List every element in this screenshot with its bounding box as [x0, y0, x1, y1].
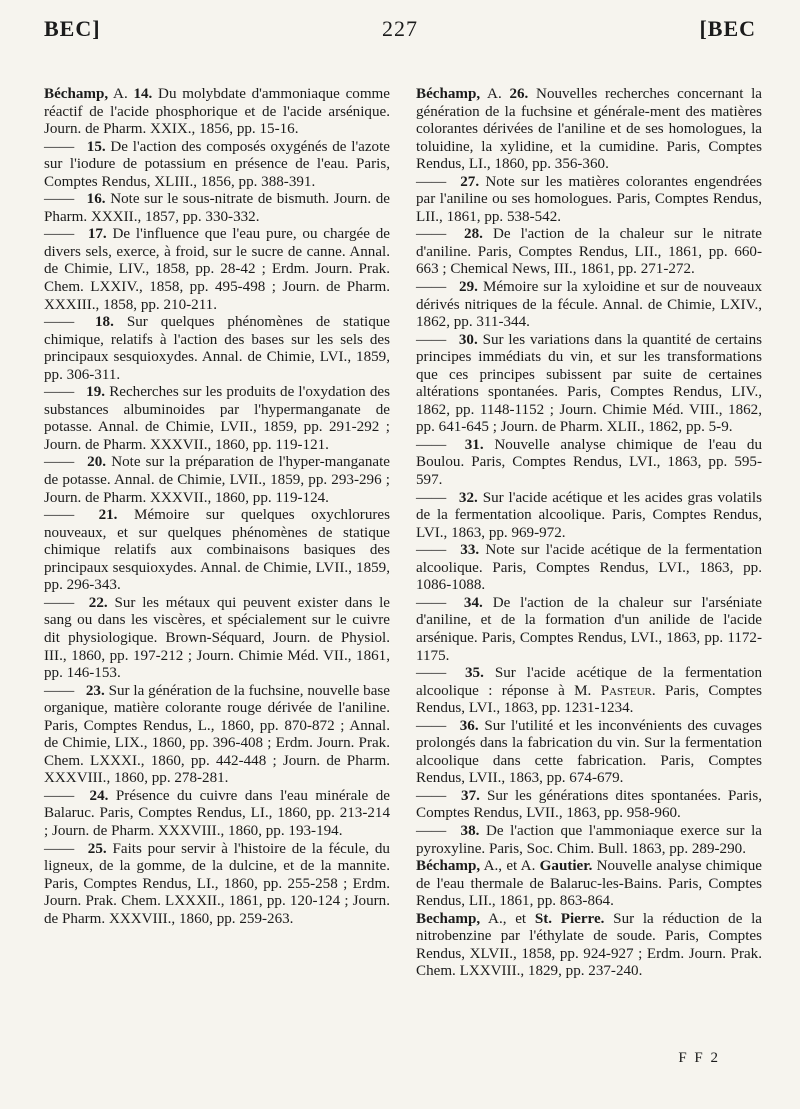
entry-number: 37.	[461, 787, 480, 804]
bibliography-entry	[416, 174, 762, 227]
entry-text: Mémoire sur la xyloidine et sur de nouveaux dérivés nitriques de la fécule. Annal. de Chimie, LXIV., 1862, pp. 311-344.	[416, 279, 762, 331]
entry-number: 30.	[458, 331, 478, 348]
ditto-dash: ——	[44, 594, 75, 611]
entry-text: De l'action que l'ammoniaque exerce sur la pyroxyline. Paris, Soc. Chim. Bull. 1863, pp. 289-290.	[416, 822, 762, 857]
ditto-dash: ——	[44, 226, 75, 243]
page-number: 227	[382, 16, 418, 41]
header-left: BEC]	[44, 16, 101, 41]
bibliography-entry	[44, 683, 390, 788]
bibliography-entry	[44, 595, 390, 683]
entry-number: 21.	[98, 507, 118, 524]
entry-number: 26.	[509, 86, 529, 102]
ditto-dash: ——	[416, 489, 447, 506]
bibliography-entry	[44, 454, 390, 507]
ditto-dash: ——	[44, 840, 75, 857]
entry-text: . Paris, Comptes Rendus, LVI., 1863, pp. 1231-1234.	[416, 682, 762, 717]
entry-text: Note sur l'acide acétique de la fermentation alcoolique. Paris, Comptes Rendus, LVI., 1863, pp. 1086-1088.	[416, 542, 762, 594]
entry-number: 28.	[464, 226, 483, 243]
entry-text: Recherches sur les produits de l'oxydation des substances albuminoides par l'hypermanganate de potasse. Annal. de Chimie, LVII., 1859, pp. 291-292 ; Journ. de Pharm. XXXVII., 1860, pp. 119-121.	[44, 384, 390, 453]
bibliography-entry	[44, 841, 390, 929]
entry-number: 31.	[464, 436, 484, 453]
entry-initial: A., et	[488, 910, 527, 927]
ditto-dash: ——	[44, 507, 75, 524]
ditto-dash: ——	[416, 594, 447, 611]
entry-number: 33.	[460, 542, 480, 559]
entry-number: 34.	[463, 594, 483, 611]
bibliography-entry	[44, 384, 390, 454]
header-right: [BEC	[699, 16, 756, 41]
ditto-dash: ——	[416, 436, 447, 453]
entry-coauthor: Gautier.	[539, 858, 593, 875]
entry-author: Béchamp,	[44, 86, 109, 102]
entry-text: Nouvelle analyse chimique de l'eau thermale de Balaruc-les-Bains. Paris, Comptes Rendus, LII., 1861, pp. 863-864.	[416, 858, 762, 910]
ditto-dash: ——	[416, 226, 447, 243]
entry-text: Mémoire sur quelques oxychlorures nouveaux, et sur quelques phénomènes de statique chimique relatifs aux combinaisons basiques des principaux sesquioxydes. Annal. de Chimie, LVII., 1859, pp. 296-343.	[44, 507, 390, 594]
bibliography-entry	[416, 332, 762, 437]
entry-number: 18.	[94, 314, 114, 331]
right-column	[416, 86, 762, 981]
entry-text: Sur les variations dans la quantité de certains principes immédiats du vin, et sur les transformations que ces principes subissent par suite de certaines altérations spontanées. Paris, Comptes Rendus, LIV., 1862, pp. 1148-1152 ; Journ. Chimie Méd. VIII., 1862, pp. 641-645 ; Journ. de Pharm. XLII., 1862, pp. 5-9.	[416, 331, 763, 436]
ditto-dash: ——	[416, 717, 447, 734]
entry-number: 19.	[86, 384, 106, 401]
bibliography-entry	[416, 595, 762, 665]
ditto-dash: ——	[416, 787, 447, 804]
bibliography-entry	[44, 314, 390, 384]
entry-text: Note sur la préparation de l'hyper-manganate de potasse. Annal. de Chimie, LVII., 1859, pp. 293-296 ; Journ. de Pharm. XXXVII., 1860, pp. 119-124.	[44, 454, 390, 506]
entry-text: Note sur les matières colorantes engendrées par l'aniline ou ses homologues. Paris, Comptes Rendus, LII., 1861, pp. 538-542.	[416, 173, 762, 225]
entry-text: Sur les métaux qui peuvent exister dans le sang ou dans les viscères, et spécialement sur le cuivre dit physiologique. Brown-Séquard, Journ. de Physiol. III., 1860, pp. 197-212 ; Journ. Chimie Méd. VII., 1861, pp. 146-153.	[44, 594, 391, 682]
running-header	[44, 16, 756, 56]
entry-text: Du molybdate d'ammoniaque comme réactif de l'acide phosphorique et de l'acide arsénique. Journ. de Pharm. XXIX., 1856, pp. 15-16.	[44, 86, 390, 138]
bibliography-entry	[416, 718, 762, 788]
entry-text: Présence du cuivre dans l'eau minérale de Balaruc. Paris, Comptes Rendus, LI., 1860, pp. 213-214 ; Journ. de Pharm. XXXVIII., 1860, pp. 193-194.	[44, 787, 390, 839]
entry-text: Note sur le sous-nitrate de bismuth. Journ. de Pharm. XXXII., 1857, pp. 330-332.	[44, 191, 391, 225]
ditto-dash: ——	[44, 314, 75, 331]
entry-text: Faits pour servir à l'histoire de la fécule, du ligneux, de la gomme, de la dulcine, et de la mannite. Paris, Comptes Rendus, LI., 1860, pp. 255-258 ; Erdm. Journ. Prak. Chem. LXXXII., 1861, pp. 120-124 ; Journ. de Pharm. XXXVIII., 1860, pp. 259-263.	[44, 840, 390, 927]
bibliography-entry	[416, 665, 762, 718]
entry-author: Béchamp,	[416, 86, 481, 102]
entry-number: 32.	[458, 489, 478, 506]
entry-text: De l'action de la chaleur sur l'arséniate d'aniline, et de la formation d'un anilide de l'acide arsénique. Paris, Comptes Rendus, LVI., 1863, pp. 1172-1175.	[416, 594, 763, 664]
entry-text: Sur l'utilité et les inconvénients des cuvages prolongés dans la fabrication du vin. Sur la fermentation alcoolique dans cette fabrication. Paris, Comptes Rendus, LVII., 1863, pp. 674-679.	[416, 717, 763, 787]
entry-number: 22.	[88, 594, 108, 611]
entry-author: Béchamp,	[416, 858, 481, 875]
entry-number: 23.	[85, 682, 105, 699]
ditto-dash: ——	[44, 191, 75, 208]
bibliography-entry	[44, 226, 390, 314]
entry-number: 17.	[87, 226, 107, 243]
entry-number: 27.	[460, 173, 480, 190]
ditto-dash: ——	[44, 384, 75, 401]
entry-text: Sur les générations dites spontanées. Paris, Comptes Rendus, LVII., 1863, pp. 958-960.	[416, 787, 762, 822]
entry-text: Sur la génération de la fuchsine, nouvelle base organique, matière colorante rouge dérivée de l'aniline. Paris, Comptes Rendus, L., 1860, pp. 870-872 ; Annal. de Chimie, LIX., 1860, pp. 396-408 ; Erdm. Journ. Prak. Chem. LXXXI., 1860, pp. 442-448 ; Journ. de Pharm. XXXVIII., 1860, pp. 278-281.	[44, 682, 390, 787]
bibliography-entry	[416, 788, 762, 823]
bibliography-entry	[416, 823, 762, 858]
bibliography-entry	[44, 788, 390, 841]
ditto-dash: ——	[44, 682, 75, 699]
entry-number: 36.	[459, 717, 479, 734]
ditto-dash: ——	[416, 173, 447, 190]
entry-text: De l'action de la chaleur sur le nitrate d'aniline. Paris, Comptes Rendus, LII., 1861, pp. 660-663 ; Chemical News, III., 1861, pp. 271-272.	[416, 226, 762, 278]
entry-initial: A., et A.	[483, 858, 536, 875]
bibliography-entry	[416, 86, 762, 174]
entry-smallcaps: Pasteur	[600, 682, 652, 699]
entry-text: De l'influence que l'eau pure, ou chargée de divers sels, exerce, à froid, sur le sucre de canne. Annal. de Chimie, LIV., 1858, pp. 28-42 ; Erdm. Journ. Prak. Chem. LXXIV., 1858, pp. 495-498 ; Journ. de Pharm. XXXIII., 1858, pp. 210-211.	[44, 226, 391, 313]
entry-author: Bechamp,	[416, 910, 481, 927]
bibliography-entry	[416, 911, 762, 981]
bibliography-entry	[416, 490, 762, 543]
entry-text-pre: Sur l'acide acétique de la fermentation alcoolique : réponse à M.	[416, 665, 762, 699]
entry-number: 16.	[86, 191, 106, 208]
bibliography-entry	[416, 279, 762, 332]
bibliography-entry	[416, 542, 762, 595]
bibliography-entry	[44, 139, 390, 192]
entry-number: 29.	[459, 279, 478, 296]
entry-text: Sur la réduction de la nitrobenzine par l'éthylate de soude. Paris, Comptes Rendus, XLVII., 1858, pp. 924-927 ; Erdm. Journ. Prak. Chem. LXXVIII., 1829, pp. 237-240.	[416, 910, 763, 980]
entry-text: De l'action des composés oxygénés de l'azote sur l'iodure de potassium en présence de l'eau. Paris, Comptes Rendus, XLIII., 1856, pp. 388-391.	[44, 138, 390, 190]
ditto-dash: ——	[416, 279, 447, 296]
ditto-dash: ——	[416, 542, 447, 559]
entry-coauthor: St. Pierre.	[534, 910, 605, 927]
entry-number: 38.	[460, 822, 480, 839]
entry-number: 15.	[86, 138, 106, 155]
ditto-dash: ——	[44, 787, 75, 804]
bibliography-entry	[44, 86, 390, 139]
bibliography-entry	[416, 858, 762, 911]
entry-text: Nouvelles recherches concernant la génération de la fuchsine et générale-ment des matières colorantes dérivées de l'aniline et de ses homologues, la toluidine, la xylidine, et la cumidine. Paris, Comptes Rendus, LI., 1860, pp. 356-360.	[416, 86, 762, 173]
bibliography-entry	[416, 437, 762, 490]
left-column	[44, 86, 390, 928]
bibliography-entry	[44, 507, 390, 595]
entry-initial: A.	[113, 86, 128, 102]
entry-number: 20.	[87, 454, 107, 471]
ditto-dash: ——	[44, 454, 75, 471]
bibliography-entry	[44, 191, 390, 226]
signature-mark: F F 2	[678, 1050, 720, 1066]
entry-text: Sur l'acide acétique et les acides gras volatils de la fermentation alcoolique. Paris, Comptes Rendus, LVI., 1863, pp. 969-972.	[416, 489, 762, 541]
ditto-dash: ——	[416, 665, 447, 682]
entry-number: 24.	[89, 787, 109, 804]
ditto-dash: ——	[416, 331, 447, 348]
entry-number: 25.	[87, 840, 107, 857]
entry-text: Nouvelle analyse chimique de l'eau du Boulou. Paris, Comptes Rendus, LVI., 1863, pp. 595-597.	[416, 436, 763, 489]
entry-number: 14.	[133, 86, 153, 102]
entry-initial: A.	[487, 86, 502, 102]
bibliography-entry	[416, 226, 762, 279]
ditto-dash: ——	[416, 822, 447, 839]
entry-number: 35.	[464, 665, 484, 682]
entry-text: Sur quelques phénomènes de statique chimique, relatifs à l'action des bases sur les sels des principaux sesquioxydes. Annal. de Chimie, LVI., 1859, pp. 306-311.	[44, 314, 391, 383]
ditto-dash: ——	[44, 138, 75, 155]
